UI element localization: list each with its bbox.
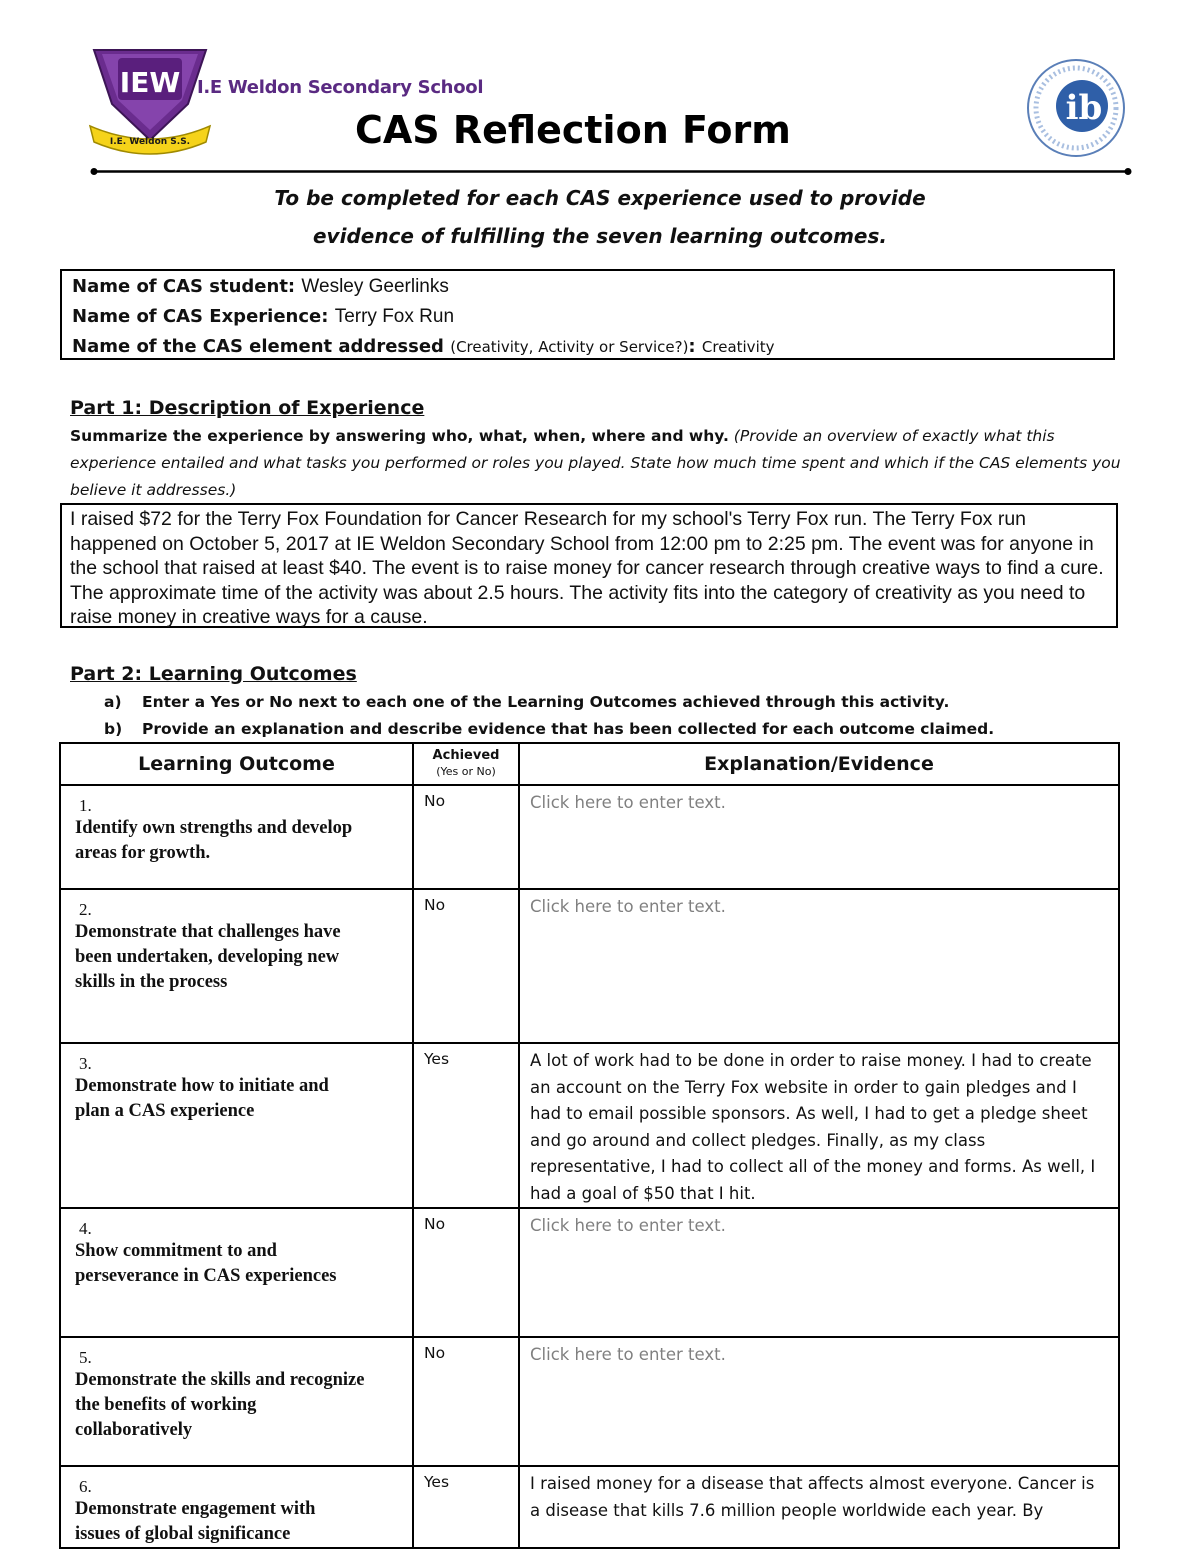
ib-logo-text: ib: [1065, 88, 1103, 128]
form-subtitle-line-2: evidence of fulfilling the seven learning outcomes.: [312, 224, 887, 248]
outcome-cell: [60, 1466, 413, 1548]
experience-description-field[interactable]: I raised $72 for the Terry Fox Foundation for Cancer Research for my school's Terry Fox run. The Terry Fox run happened on October 5, 2017 at IE Weldon Secondary School from 12:00 pm to 2:25 pm. The event was for anyone in the school that raised at least $40. The event is to raise money for cancer research through creative ways to find a cure. The approximate time of the activity was about 2.5 hours. The activity fits into the category of creativity as you need to raise money in creative ways for a cause.: [60, 503, 1118, 628]
outcome-cell: [60, 785, 413, 889]
experience-name-label: Name of CAS Experience:: [72, 306, 329, 327]
achieved-field[interactable]: No: [413, 889, 519, 1043]
logo-letters: IEW: [119, 66, 181, 99]
outcome-text: Demonstrate the skills and recognize the benefits of working collaboratively: [75, 1370, 365, 1440]
cas-element-label: Name of the CAS element addressed: [72, 336, 444, 357]
experience-name-line: [72, 306, 454, 328]
cas-element-line: [72, 336, 775, 357]
table-header-row: [60, 743, 1119, 785]
table-row: [60, 1337, 1119, 1466]
outcome-number: 5.: [79, 1348, 92, 1367]
experience-name-value[interactable]: Terry Fox Run: [334, 306, 455, 327]
ib-logo: [1022, 56, 1130, 160]
cas-element-colon: :: [688, 336, 696, 357]
col-header-explanation: Explanation/Evidence: [519, 743, 1119, 785]
learning-outcomes-table: [59, 742, 1120, 1549]
col-header-outcome: Learning Outcome: [60, 743, 413, 785]
instruction-a-text: Enter a Yes or No next to each one of the Learning Outcomes achieved through this activity.: [142, 693, 950, 711]
part1-instruction-bold: Summarize the experience by answering who, what, when, where and why.: [70, 427, 729, 445]
form-title: CAS Reflection Form: [355, 108, 791, 152]
student-info-box: [60, 269, 1115, 360]
explanation-field[interactable]: A lot of work had to be done in order to raise money. I had to create an account on the Terry Fox website in order to gain pledges and I had to email possible sponsors. As well, I had to get a pledge sheet and go around and collect pledges. Finally, as my class representative, I had to collect all of the money and forms. As well, I had a goal of $50 that I hit.: [519, 1043, 1119, 1208]
student-name-label: Name of CAS student:: [72, 276, 296, 297]
part1-instructions: [70, 423, 1130, 504]
part2-heading: Part 2: Learning Outcomes: [70, 663, 357, 685]
part1-instruction-italic: (Provide an overview of exactly what this experience entailed and what tasks you performed or roles you played. State how much time spent and which if the CAS elements you believe it addresses.): [70, 427, 1121, 499]
outcome-text: Demonstrate how to initiate and plan a CAS experience: [75, 1076, 329, 1121]
col-header-achieved-label: Achieved: [432, 748, 500, 763]
col-header-achieved: [413, 743, 519, 785]
outcome-cell: [60, 1208, 413, 1337]
outcome-number: 6.: [79, 1477, 92, 1496]
header-divider: [90, 168, 1132, 175]
outcome-number: 1.: [79, 796, 92, 815]
outcome-cell: [60, 1337, 413, 1466]
achieved-field[interactable]: No: [413, 1208, 519, 1337]
part2-instruction-a: [104, 693, 949, 711]
instruction-b-text: Provide an explanation and describe evidence that has been collected for each outcome claimed.: [142, 720, 995, 738]
cas-element-hint: (Creativity, Activity or Service?): [450, 338, 689, 356]
part1-heading: Part 1: Description of Experience: [70, 397, 425, 419]
form-subtitle-line-1: To be completed for each CAS experience used to provide: [274, 186, 926, 210]
table-row: [60, 1466, 1119, 1548]
logo-banner-text: I.E. Weldon S.S.: [109, 137, 191, 147]
instruction-b-marker: b): [104, 720, 123, 738]
instruction-a-marker: a): [104, 693, 122, 711]
school-name: I.E Weldon Secondary School: [197, 77, 484, 98]
outcome-number: 4.: [79, 1219, 92, 1238]
school-logo: [88, 44, 212, 156]
col-header-achieved-hint: (Yes or No): [436, 765, 496, 778]
table-row: [60, 1208, 1119, 1337]
explanation-field[interactable]: Click here to enter text.: [519, 1208, 1119, 1337]
table-row: [60, 889, 1119, 1043]
explanation-field[interactable]: Click here to enter text.: [519, 1337, 1119, 1466]
explanation-field[interactable]: Click here to enter text.: [519, 785, 1119, 889]
achieved-field[interactable]: No: [413, 1337, 519, 1466]
part2-instruction-b: [104, 720, 994, 738]
outcome-number: 3.: [79, 1054, 92, 1073]
explanation-field[interactable]: Click here to enter text.: [519, 889, 1119, 1043]
achieved-field[interactable]: Yes: [413, 1466, 519, 1548]
explanation-field[interactable]: I raised money for a disease that affects almost everyone. Cancer is a disease that kills 7.6 million people worldwide each year. By: [519, 1466, 1119, 1548]
outcome-text: Show commitment to and perseverance in CAS experiences: [75, 1241, 337, 1286]
table-row: [60, 1043, 1119, 1208]
outcome-text: Identify own strengths and develop areas for growth.: [75, 818, 353, 863]
outcome-text: Demonstrate engagement with issues of global significance: [75, 1499, 316, 1544]
outcome-cell: [60, 889, 413, 1043]
outcome-number: 2.: [79, 900, 92, 919]
student-name-value[interactable]: Wesley Geerlinks: [301, 276, 449, 297]
outcome-cell: [60, 1043, 413, 1208]
achieved-field[interactable]: Yes: [413, 1043, 519, 1208]
achieved-field[interactable]: No: [413, 785, 519, 889]
table-row: [60, 785, 1119, 889]
cas-element-value[interactable]: Creativity: [701, 338, 775, 356]
student-name-line: [72, 276, 449, 298]
outcome-text: Demonstrate that challenges have been undertaken, developing new skills in the process: [75, 922, 341, 992]
